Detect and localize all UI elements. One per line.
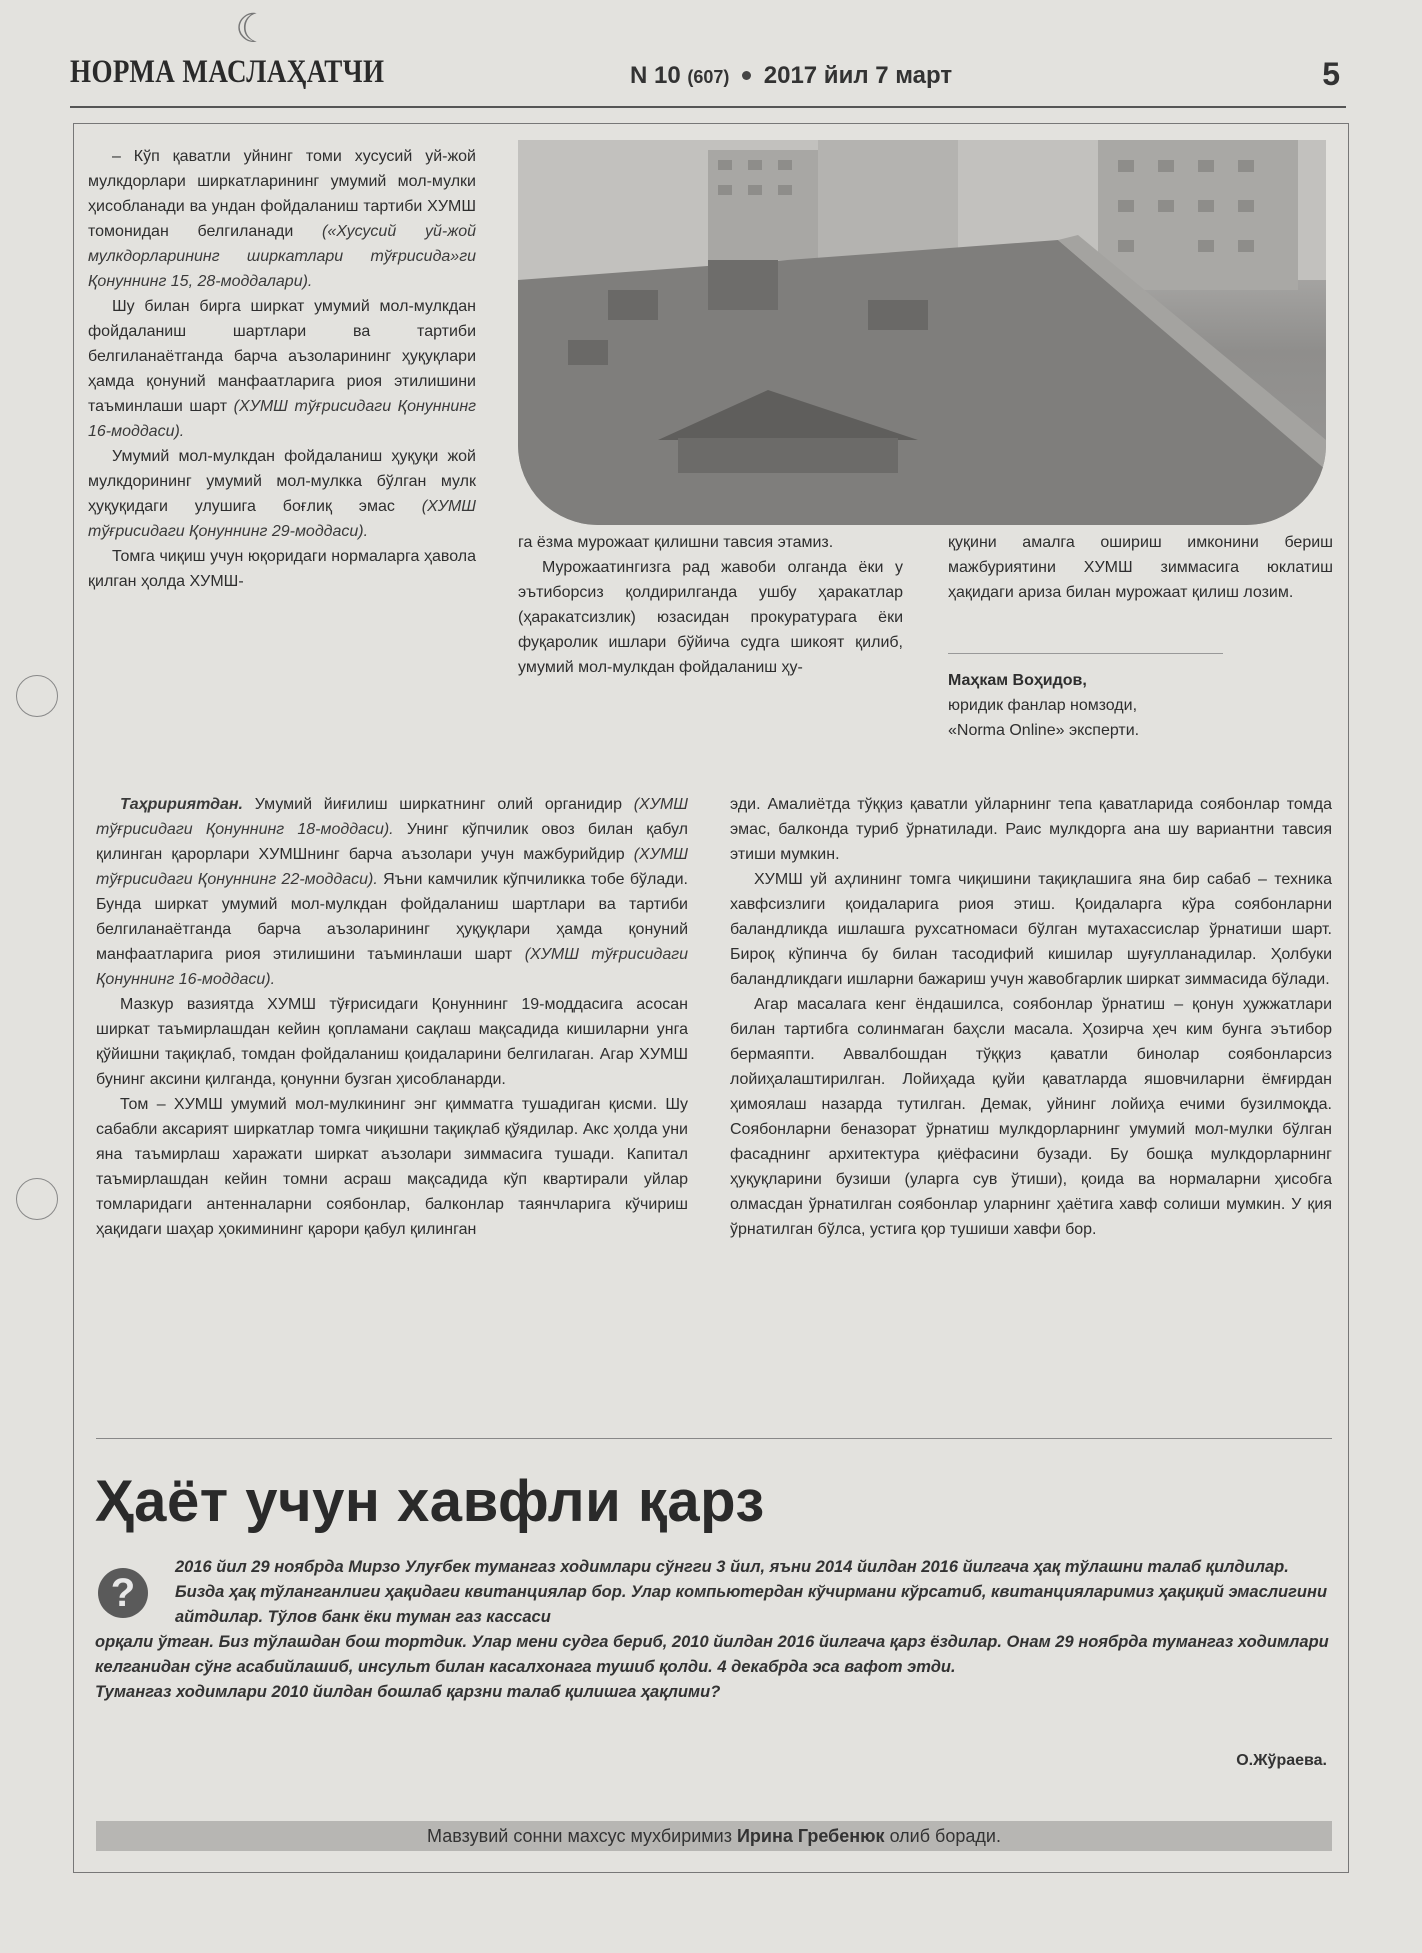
issue-info bbox=[630, 62, 952, 90]
binder-hole bbox=[16, 1178, 58, 1220]
page-number: 5 bbox=[1322, 56, 1340, 92]
issue-number: N 10 bbox=[630, 62, 681, 89]
issue-total: (607) bbox=[687, 67, 730, 87]
footer-bar bbox=[96, 1821, 1332, 1851]
reader-question bbox=[95, 1555, 1330, 1705]
author-org: «Norma Online» эксперти. bbox=[948, 722, 1140, 739]
law-reference: (ХУМШ тўғрисидаги Қонуннинг 16-моддаси). bbox=[96, 946, 689, 988]
masthead: НОРМА МАСЛАҲАТЧИ bbox=[70, 54, 385, 90]
author-name: Маҳкам Воҳидов, bbox=[948, 672, 1087, 689]
paragraph-text: Яъни камчилик кўпчиликка тобе бўлади. Бунда ширкат умумий мол-мулкдан фойдаланиш шартлари ва тартиби белгиланаётганда барча аъзоларининг ҳуқуқлари ҳамда қонуний манфаатларига риоя этилишини таъминлаши шарт bbox=[96, 871, 688, 963]
paragraph-text: Умумий мол-мулкдан фойдаланиш ҳуқуқи жой мулкдорининг умумий мол-мулкка бўлган мулк ҳуқуқидаги улушига боғлиқ эмас bbox=[88, 448, 476, 515]
article-title: Ҳаёт учун хавфли қарз bbox=[95, 1469, 765, 1534]
article-column-1 bbox=[88, 144, 476, 594]
binder-hole bbox=[16, 675, 58, 717]
paragraph-text: Умумий йиғилиш ширкатнинг олий органидир bbox=[254, 796, 622, 813]
paragraph-text: Шу билан бирга ширкат умумий мол-мулкдан фойдаланиш шартлари ва тартиби белгиланаётганда барча аъзоларининг ҳуқуқлари ҳамда қонуний манфаатларига риоя этилишини таъминлаши шарт bbox=[88, 298, 476, 415]
author-title: юридик фанлар номзоди, bbox=[948, 697, 1138, 714]
paragraph-text: Томга чиқиш учун юқоридаги нормаларга ҳавола қилган ҳолда ХУМШ- bbox=[88, 548, 476, 590]
rooftop-illustration bbox=[518, 140, 1326, 525]
author-block bbox=[948, 668, 1333, 743]
footer-text: Мавзувий сонни махсус мухбиримиз bbox=[427, 1826, 732, 1846]
article-column-3 bbox=[948, 530, 1333, 605]
author-divider bbox=[948, 653, 1223, 654]
paragraph-text: – Кўп қаватли уйнинг томи хусусий уй-жой мулкдорлари ширкатларининг умумий мол-мулки ҳисобланади ва ундан фойдаланиш тартиби ХУМШ томонидан белгиланади bbox=[88, 148, 476, 240]
paragraph-text: қуқини амалга ошириш имконини бериш мажбуриятини ХУМШ зиммасига юклатиш ҳақидаги ариза билан мурожаат қилиш лозим. bbox=[948, 534, 1333, 601]
issue-date: 2017 йил 7 март bbox=[763, 62, 953, 89]
law-reference: («Хусусий уй-жой мулкдорларининг ширкатлари тўғрисида»ги Қонуннинг 15, 28-моддалари). bbox=[88, 223, 477, 290]
paragraph-text: Унинг кўпчилик овоз билан қабул қилинган қарорлари ХУМШнинг барча аъзолари учун мажбурийдир bbox=[96, 821, 689, 863]
law-reference: (ХУМШ тўғрисидаги Қонуннинг 16-моддаси). bbox=[88, 398, 477, 440]
section-divider bbox=[96, 1438, 1332, 1439]
crescent-icon: ☾ bbox=[235, 6, 271, 52]
editorial-column-left bbox=[96, 792, 688, 1242]
question-text: орқали ўтган. Биз тўлашдан бош тортдик. Улар мени судга бериб, 2010 йилдан 2016 йилгача қарз ёздилар. Онам 29 ноябрда тумангаз ходимлари келганидан сўнг асабийлашиб, инсульт билан касалхонага тушиб қолди. 4 декабрда эса вафот этди. bbox=[95, 1633, 1329, 1676]
correspondent-name: Ирина Гребенюк bbox=[736, 1826, 885, 1846]
question-text: Тумангаз ходимлари 2010 йилдан бошлаб қарзни талаб қилишга ҳақлими? bbox=[95, 1683, 721, 1701]
signature: О.Жўраева. bbox=[1236, 1752, 1327, 1769]
paragraph-text: Том – ХУМШ умумий мол-мулкининг энг қимматга тушадиган қисми. Шу сабабли аксарият ширкатлар томга чиқишни тақиқлаб қўядилар. Акс ҳолда уни яна таъмирлаш харажати ширкат аъзолари зиммасига тушади. Капитал таъмирлашдан кейин томни асраш мақсадида кўп квартирали уйлар томларидаги антенналарни соябонлар, балконлар таянчларига кўчириш ҳақидаги шаҳар ҳокимининг қарори қабул қилинган bbox=[96, 1096, 688, 1238]
paragraph-text: га ёзма мурожаат қилишни тавсия этамиз. bbox=[518, 534, 834, 551]
question-icon: ? bbox=[98, 1568, 148, 1618]
law-reference: (ХУМШ тўғрисидаги Қонуннинг 22-моддаси). bbox=[96, 846, 688, 888]
page-header bbox=[70, 6, 1346, 108]
law-reference: (ХУМШ тўғрисидаги Қонуннинг 29-моддаси). bbox=[88, 498, 477, 540]
paragraph-text: Мурожаатингизга рад жавоби олганда ёки у эътиборсиз қолдирилганда ушбу ҳаракатлар (ҳаракатсизлик) юзасидан прокуратурага ёки фуқаролик ишлари бўйича судга шикоят қилиб, умумий мол-мулкдан фойдаланиш ҳу- bbox=[518, 559, 903, 676]
paragraph-text: Агар масалага кенг ёндашилса, соябонлар ўрнатиш – қонун ҳужжатлари билан тартибга солинмаган баҳсли масала. Ҳозирча ҳеч ким бунга эътибор бермаяпти. Аввалбошдан тўққиз қаватли бинолар соябонларсиз лойиҳалаштирилган. Лойиҳада қуйи қаватларда яшовчиларни ёмғирдан ҳимоялаш назарда тутилган. Демак, уйнинг лойиҳа ечими бузилмоқда. Соябонларни беназорат ўрнатиш мулкдорларнинг умумий мол-мулки бўлган фасаднинг архитектура қиёфасини бузади. Бу бошқа мулкдорларнинг ҳуқуқларини бузиши (уларга сув ўтиши), қоида ва нормаларни ҳисобга олмасдан ўрнатилган соябонлар уларнинг ҳаётига хавф солиши мумкин. У қия ўрнатилган бўлса, устига қор тушиши хавфи бор. bbox=[730, 996, 1332, 1238]
paragraph-text: Мазкур вазиятда ХУМШ тўғрисидаги Қонуннинг 19-моддасига асосан ширкат таъмирлашдан кейин қопламани сақлаш мақсадида кишиларни унга қўйишни тақиқлаб, томдан фойдаланиш қоидаларини белгилаган. Агар ХУМШ бунинг аксини қилганда, қонунни бузган ҳисобланарди. bbox=[96, 996, 688, 1088]
article-column-2 bbox=[518, 530, 903, 680]
editorial-column-right bbox=[730, 792, 1332, 1242]
rooftop-photo bbox=[518, 140, 1326, 525]
question-text: 2016 йил 29 ноябрда Мирзо Улуғбек тумангаз ходимлари сўнгги 3 йил, яъни 2014 йилдан 2016 йилгача ҳақ тўлашни талаб қилдилар. Бизда ҳақ тўланганлиги ҳақидаги квитанциялар бор. Улар компьютердан кўчирмани кўрсатиб, квитанцияларимиз ҳақиқий эмаслигини айтдилар. Тўлов банк ёки туман газ кассаси bbox=[175, 1558, 1328, 1626]
editorial-lead: Таҳририятдан. bbox=[120, 796, 243, 813]
paragraph-text: эди. Амалиётда тўққиз қаватли уйларнинг тепа қаватларида соябонлар томда эмас, балконда туриб ўрнатилади. Раис мулкдорга ана шу вариантни тавсия этиши мумкин. bbox=[730, 796, 1332, 863]
paragraph-text: ХУМШ уй аҳлининг томга чиқишини тақиқлашига яна бир сабаб – техника хавфсизлиги қоидаларига риоя этиш. Қоидаларга кўра соябонларни баландликда ишлашга рухсатномаси бўлган мутахассислар ўрнатиши шарт. Бироқ кўпинча бу билан тасодифий кишилар шуғулланадилар. Ҳолбуки баландликдаги ишларни бажариш учун жавобгарлик ширкат зиммасида бўлади. bbox=[730, 871, 1332, 988]
law-reference: (ХУМШ тўғрисидаги Қонуннинг 18-моддаси). bbox=[96, 796, 688, 838]
footer-text: олиб боради. bbox=[889, 1826, 1001, 1846]
bullet-icon bbox=[742, 71, 751, 80]
